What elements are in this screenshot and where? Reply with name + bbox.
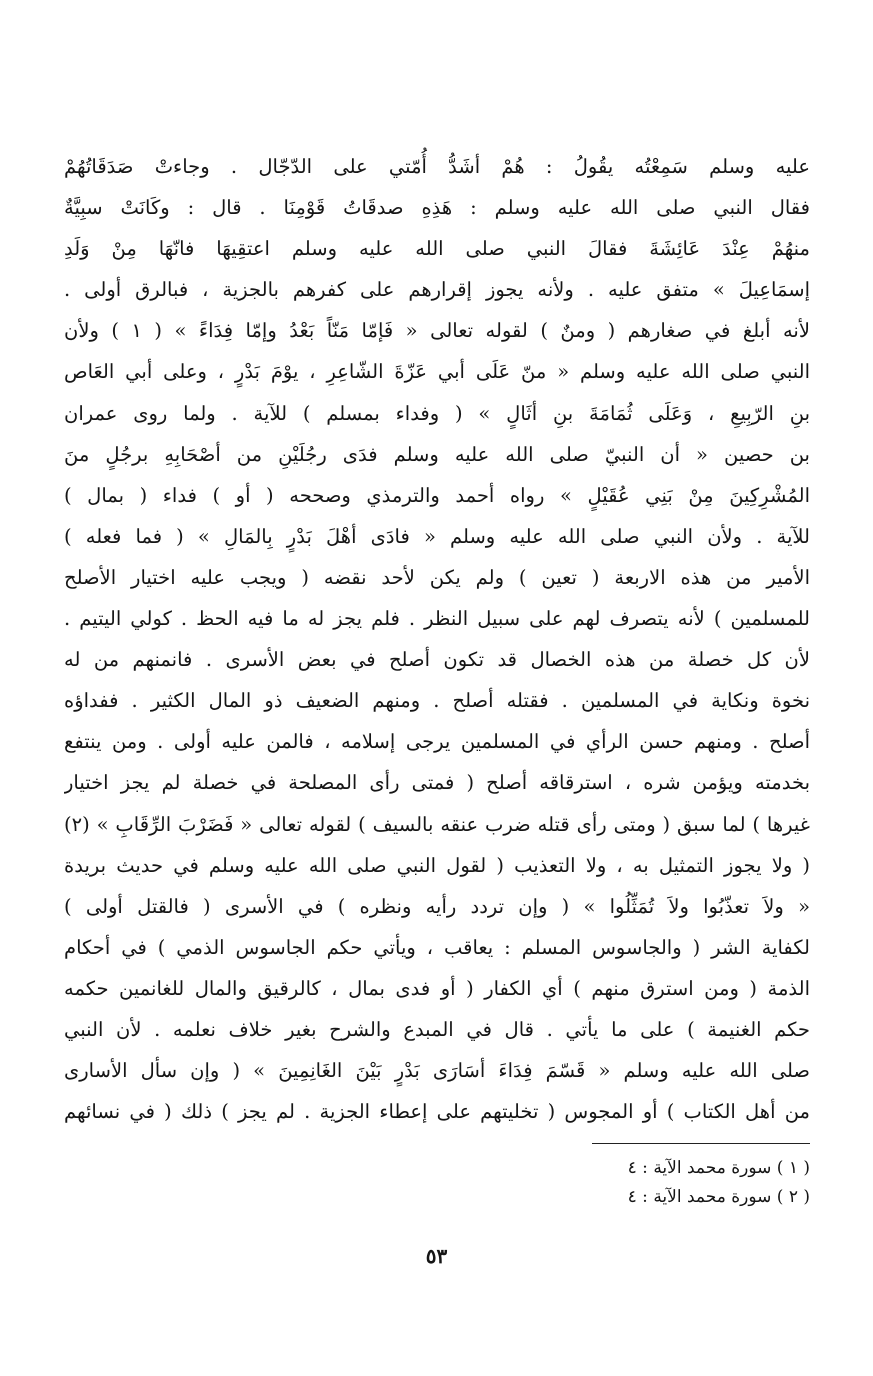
text-line: لكفاية الشر ( والجاسوس المسلم : يعاقب ، ويأتي حكم الجاسوس الذمي ) في أحكام (64, 935, 810, 959)
text-line: الذمة ( ومن استرق منهم ) أي الكفار ( أو فدى بمال ، كالرقيق والمال للغانمين حكمه (64, 976, 810, 1000)
text-line: للمسلمين ) لأنه يتصرف لهم على سبيل النظر . فلم يجز له ما فيه الحظ . كولي اليتيم . (64, 607, 810, 631)
text-line: حكم الغنيمة ) على ما يأتي . قال في المبدع والشرح بغير خلاف نعلمه . لأن النبي (64, 1017, 810, 1041)
main-text (64, 146, 810, 1132)
text-line: عليه وسلم سَمِعْتُه يقُولُ : هُمْ أشَدُّ أُمّتي على الدّجّال . وجاءتْ صَدَقَاتُهُمْ (64, 155, 810, 178)
footnote-1: ( ١ ) سورة محمد الآية : ٤ (627, 1158, 810, 1178)
text-line: لأنه أبلغ في صغارهم ( ومنٌ ) لقوله تعالى « فَإمّا مَنّاً بَعْدُ وإمّا فِدَاءً » ( ١ ) ولأن (64, 319, 810, 343)
text-line: من أهل الكتاب ) أو المجوس ( تخليتهم على إعطاء الجزية . لم يجز ) ذلك ( في نسائهم (64, 1100, 810, 1124)
text-line: بن حصين « أن النبيّ صلى الله عليه وسلم فدَى رجُلَيْنِ من أصْحَابِهِ برجُلٍ منَ (64, 442, 810, 466)
text-line: « ولاَ تعذّبُوا ولاَ تُمَثِّلُوا » ( وإن تردد رأيه ونظره ) في الأسرى ( فالقتل أولى ) (64, 894, 810, 918)
footnotes (410, 1154, 810, 1212)
text-line: بخدمته ويؤمن شره ، استرقاقه أصلح ( فمتى رأى المصلحة في خصلة لم يجز اختيار (64, 771, 810, 795)
footnote-2: ( ٢ ) سورة محمد الآية : ٤ (627, 1187, 810, 1207)
text-line: الأمير من هذه الاربعة ( تعين ) ولم يكن لأحد نقضه ( ويجب عليه اختيار الأصلح (64, 565, 810, 589)
text-line: إسمَاعِيلَ » متفق عليه . ولأنه يجوز إقرارهم على كفرهم بالجزية ، فبالرق أولى . (64, 278, 810, 302)
text-line: غيرها ) لما سبق ( ومتى رأى قتله ضرب عنقه بالسيف ) لقوله تعالى « فَضَرْبَ الرِّقَابِ » (٢) (64, 812, 810, 836)
footnote-separator (592, 1143, 810, 1144)
text-line: للآية . ولأن النبي صلى الله عليه وسلم « فادَى أهْلَ بَدْرٍ بِالمَالِ » ( فما فعله ) (64, 524, 810, 548)
text-line: منهُمْ عِنْدَ عَائِشَةَ فقالَ النبي صلى الله عليه وسلم اعتقِيهَا فانّهَا مِنْ وَلَدِ (64, 237, 810, 261)
page-number: ٥٣ (425, 1244, 448, 1268)
text-line: صلى الله عليه وسلم « قَسّمَ فِدَاءَ أسَارَى بَدْرٍ بَيْنَ الغَانِمِينَ » ( وإن سأل الأسارى (64, 1059, 810, 1083)
text-line: نخوة ونكاية في المسلمين . فقتله أصلح . ومنهم الضعيف ذو المال الكثير . ففداؤه (64, 689, 810, 713)
text-line: النبي صلى الله عليه وسلم « منّ عَلَى أبي عَزّةَ الشّاعِرِ ، يوْمَ بَدْرٍ ، وعلى أبي العَاص (64, 360, 810, 384)
text-line: المُشْرِكِينَ مِنْ بَنِي عُقَيْلٍ » رواه أحمد والترمذي وصححه ( أو ) فداء ( بمال ) (64, 483, 810, 507)
text-line: ( ولا يجوز التمثيل به ، ولا التعذيب ( لقول النبي صلى الله عليه وسلم في حديث بريدة (64, 853, 810, 877)
text-line: لأن كل خصلة من هذه الخصال قد تكون أصلح في بعض الأسرى . فانمنهم من له (64, 648, 810, 672)
text-line: بنِ الرّبِيعِ ، وَعَلَى ثُمَامَةَ بنِ أثَالٍ » ( وفداء بمسلم ) للآية . ولما روى عمران (64, 401, 810, 425)
text-line: فقال النبي صلى الله عليه وسلم : هَذِهِ صدقَاتُ قَوْمِنَا . قال : وكَانَتْ سبِيَّةٌ (64, 196, 810, 220)
text-line: أصلح . ومنهم حسن الرأي في المسلمين يرجى إسلامه ، فالمن عليه أولى . ومن ينتفع (64, 730, 810, 754)
